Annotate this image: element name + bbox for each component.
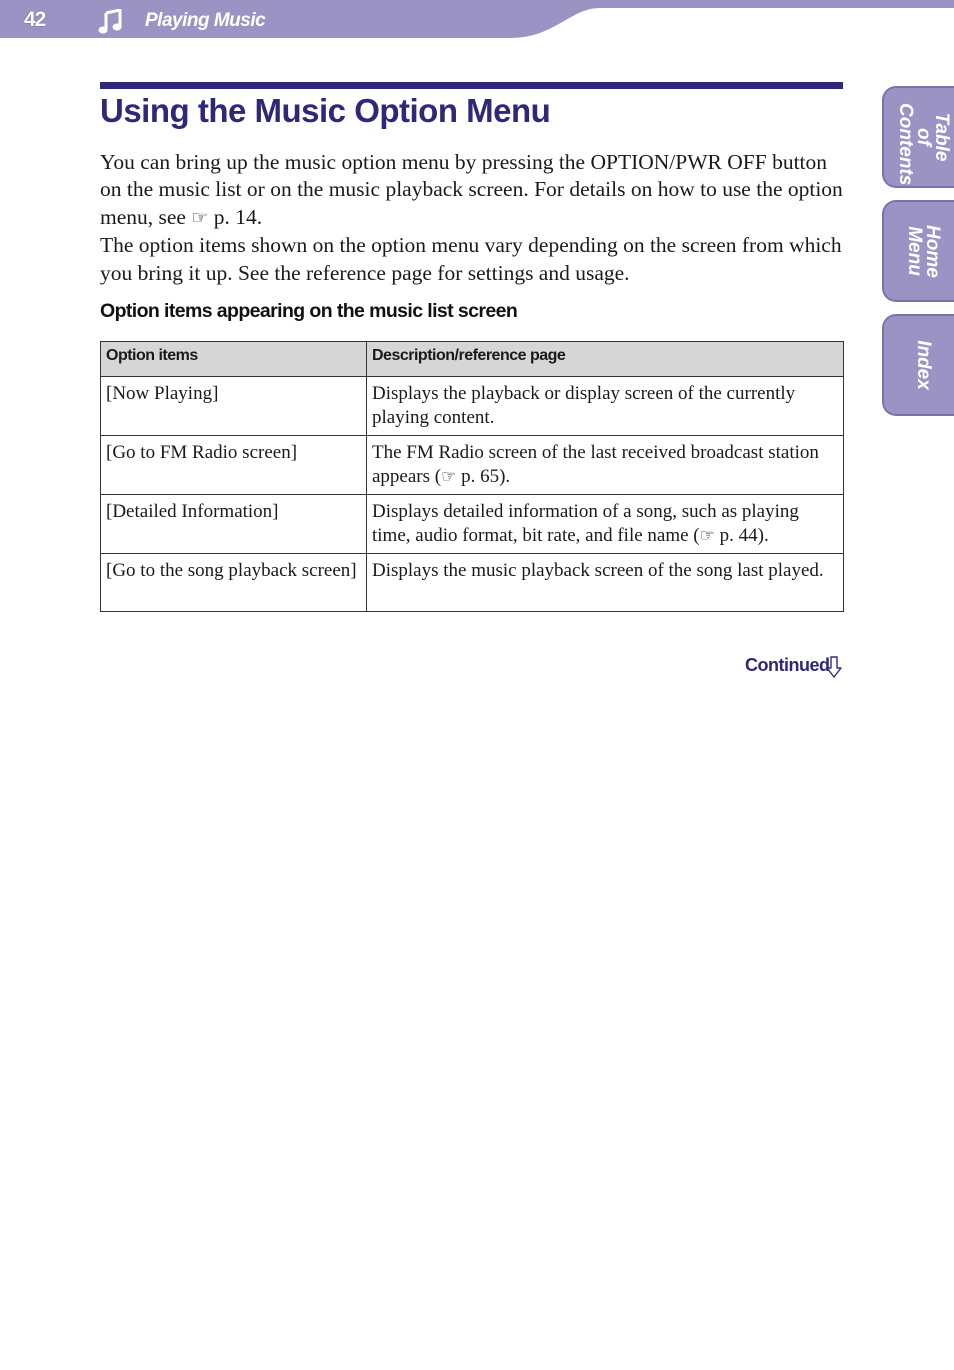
side-tab-index[interactable] (882, 314, 954, 416)
pointing-hand-icon: ☞ (191, 207, 209, 229)
header-band (0, 0, 954, 40)
description-cell (367, 436, 844, 495)
description-cell (367, 554, 844, 612)
side-tab-label (895, 103, 952, 186)
intro-text-1: You can bring up the music option menu by pressing the OPTION/PWR OFF button on the music list or on the music playback screen. For details on how to use the option menu, see (100, 150, 843, 229)
pointing-hand-icon: ☞ (441, 466, 457, 486)
page-reference-link[interactable]: p. 44). (719, 524, 769, 546)
arrow-down-icon (826, 656, 842, 678)
option-items-table (100, 341, 844, 612)
title-rule (100, 82, 843, 89)
table-row (101, 554, 844, 612)
option-item-cell: [Now Playing] (101, 377, 367, 436)
option-item-cell: [Go to FM Radio screen] (101, 436, 367, 495)
page-title: Using the Music Option Menu (100, 92, 551, 129)
pointing-hand-icon: ☞ (699, 525, 715, 545)
continued-link[interactable]: Continued (745, 655, 830, 675)
option-item-cell: [Go to the song playback screen] (101, 554, 367, 612)
side-tab-table-of-contents[interactable] (882, 86, 954, 188)
intro-text (100, 149, 845, 287)
side-tab-label-text: Index (913, 340, 934, 390)
description-text: Displays detailed information of a song, such as playing time, audio format, bit rate, and file name ( (372, 501, 799, 546)
intro-paragraph (100, 149, 845, 232)
option-item-cell: [Detailed Information] (101, 495, 367, 554)
description-cell (367, 377, 844, 436)
table-row (101, 436, 844, 495)
side-tab-home-menu[interactable] (882, 200, 954, 302)
column-header: Description/reference page (367, 342, 844, 377)
side-tab-label (914, 340, 932, 390)
page-reference-link[interactable]: p. 14. (213, 204, 263, 229)
page-reference-link[interactable]: p. 65). (461, 465, 511, 487)
description-cell (367, 495, 844, 554)
music-note-icon (98, 9, 124, 35)
subheading: Option items appearing on the music list screen (100, 300, 518, 322)
table-row (101, 495, 844, 554)
side-tab-label-text: Table of Contents (895, 103, 952, 186)
side-tab-label (905, 225, 941, 277)
page-number: 42 (24, 8, 46, 31)
table-header-row (101, 342, 844, 377)
description-text: Displays the music playback screen of the song last played. (372, 560, 824, 581)
section-title: Playing Music (145, 10, 266, 31)
description-text: The FM Radio screen of the last received broadcast station appears ( (372, 442, 819, 487)
column-header: Option items (101, 342, 367, 377)
table-row (101, 377, 844, 436)
description-text: Displays the playback or display screen of the currently playing content. (372, 383, 796, 428)
intro-paragraph: The option items shown on the option menu vary depending on the screen from which you bring it up. See the reference page for settings and usage. (100, 233, 842, 285)
side-tab-label-text: Home Menu (904, 225, 943, 278)
